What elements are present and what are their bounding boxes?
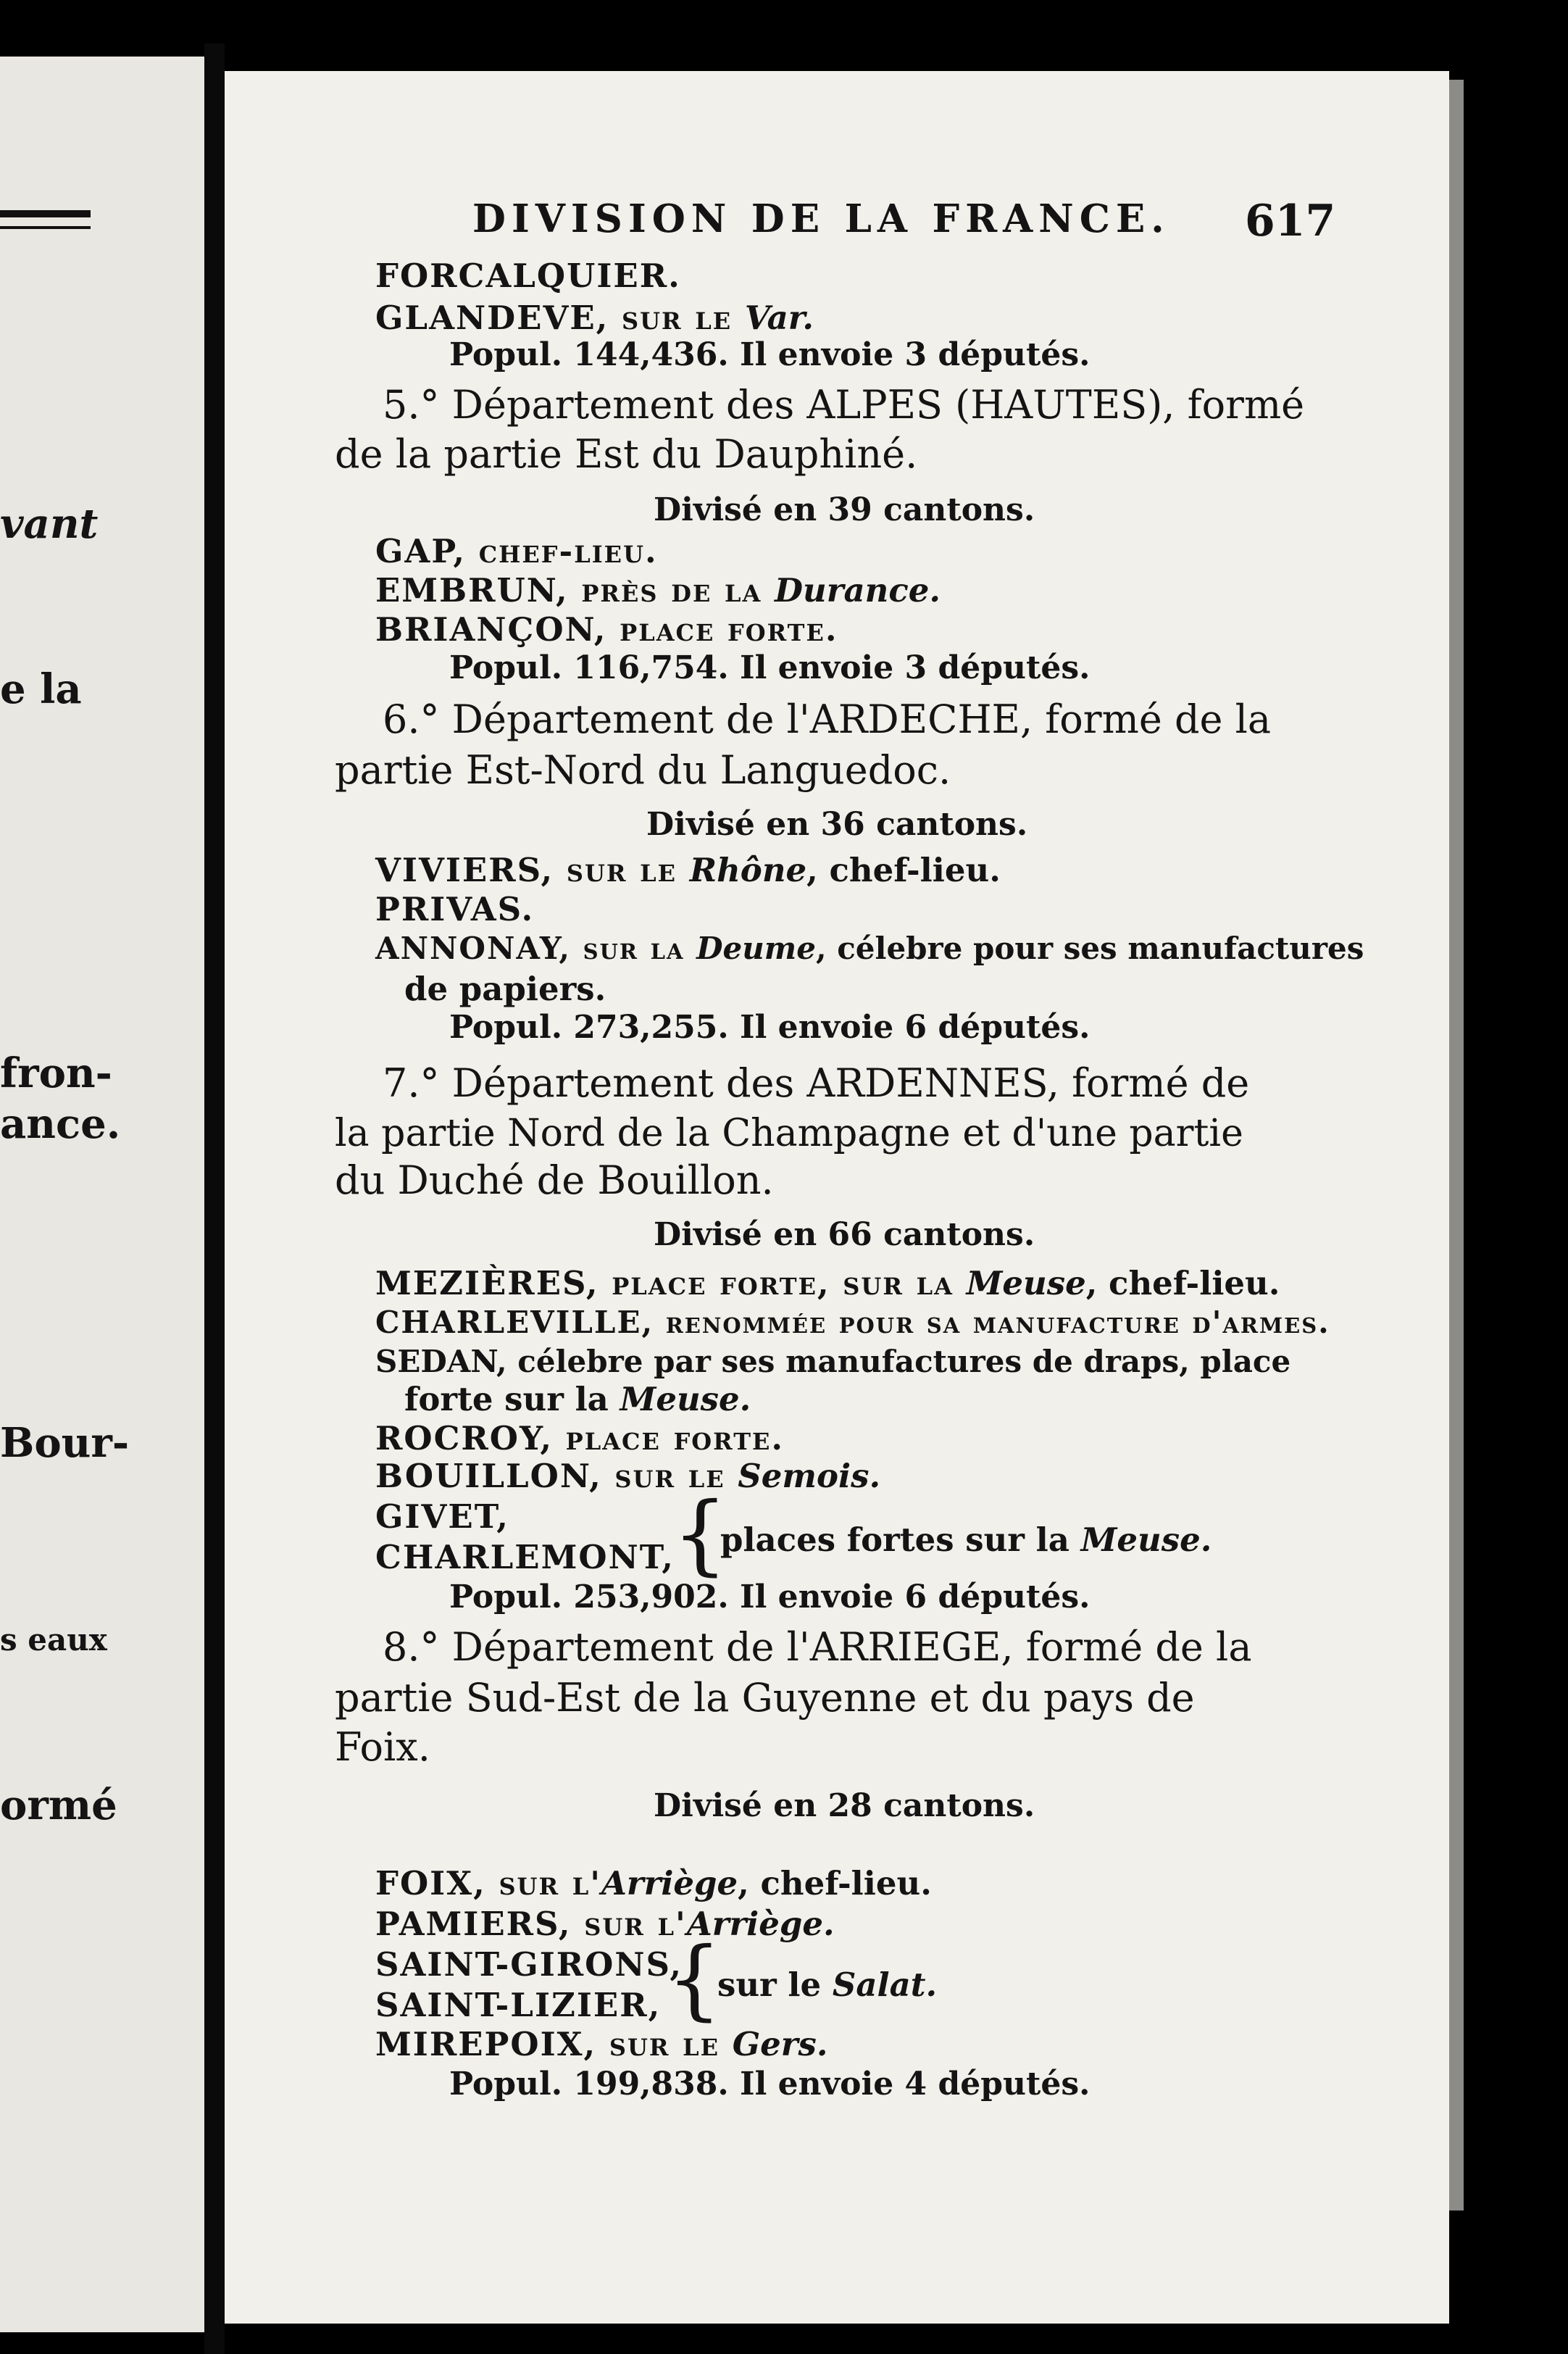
population-line: Popul. 273,255. Il envoie 6 députés. [449, 1009, 1090, 1046]
facing-page-fragment: vant [0, 500, 99, 548]
place-line: CHARLEMONT, [375, 1538, 675, 1576]
department-heading: 6.° Département de l'ARDECHE, formé de la [383, 696, 1272, 742]
canton-count: Divisé en 28 cantons. [654, 1787, 1035, 1824]
page-number: 617 [1245, 196, 1336, 246]
department-heading: 8.° Département de l'ARRIEGE, formé de la [383, 1624, 1252, 1670]
facing-page-fragment: fron- [0, 1049, 112, 1097]
department-heading: Foix. [335, 1724, 430, 1770]
canton-count: Divisé en 36 cantons. [646, 806, 1028, 843]
place-line: ROCROY, place forte. [375, 1419, 785, 1457]
facing-page-fragment: ance. [0, 1100, 121, 1148]
double-rule [0, 210, 91, 217]
canton-count: Divisé en 39 cantons. [654, 491, 1035, 528]
canton-count: Divisé en 66 cantons. [654, 1216, 1035, 1253]
place-line: ANNONAY, sur la Deume, célebre pour ses manufactures [375, 931, 1364, 966]
department-heading: de la partie Est du Dauphiné. [335, 431, 918, 477]
page-617 [225, 71, 1449, 2324]
place-line: PRIVAS. [375, 890, 535, 928]
place-line: GIVET, [375, 1497, 509, 1536]
place-line: places fortes sur la Meuse. [720, 1521, 1212, 1559]
department-heading: du Duché de Bouillon. [335, 1157, 774, 1203]
place-line: VIVIERS, sur le Rhône, chef-lieu. [375, 851, 1001, 889]
place-line: BOUILLON, sur le Semois. [375, 1457, 881, 1495]
place-line: BRIANÇON, place forte. [375, 610, 838, 649]
place-line: SEDAN, célebre par ses manufactures de draps, place [375, 1344, 1291, 1379]
place-line: FOIX, sur l'Arriège, chef-lieu. [375, 1864, 932, 1902]
place-line: sur le Salat. [717, 1966, 938, 2004]
double-rule [0, 226, 91, 229]
facing-page [0, 57, 204, 2332]
department-heading: partie Est-Nord du Languedoc. [335, 747, 951, 793]
department-heading: 5.° Département des ALPES (HAUTES), formé [383, 382, 1305, 428]
brace-glyph: { [672, 1484, 728, 1585]
population-line: Popul. 199,838. Il envoie 4 députés. [449, 2066, 1090, 2103]
place-line: SAINT-LIZIER, [375, 1986, 662, 2024]
population-line: Popul. 144,436. Il envoie 3 députés. [449, 336, 1090, 373]
running-header: DIVISION DE LA FRANCE. [472, 196, 1170, 241]
population-line: Popul. 116,754. Il envoie 3 députés. [449, 649, 1090, 686]
facing-page-fragment: ormé [0, 1781, 117, 1829]
page-edge [1449, 80, 1464, 2210]
place-line: CHARLEVILLE, renommée pour sa manufacture d'armes. [375, 1305, 1330, 1340]
population-line: Popul. 253,902. Il envoie 6 députés. [449, 1579, 1090, 1615]
place-line: de papiers. [404, 970, 606, 1008]
place-line: forte sur la Meuse. [404, 1380, 751, 1418]
book-spine [204, 43, 225, 2354]
facing-page-fragment: e la [0, 665, 82, 713]
department-heading: 7.° Département des ARDENNES, formé de [383, 1060, 1250, 1106]
place-line: MIREPOIX, sur le Gers. [375, 2025, 828, 2063]
department-heading: la partie Nord de la Champagne et d'une partie [335, 1112, 1243, 1155]
facing-page-fragment: Bour- [0, 1419, 130, 1467]
place-line: GLANDEVE, sur le Var. [375, 299, 814, 337]
facing-page-fragment: s eaux [0, 1622, 107, 1658]
place-line: FORCALQUIER. [375, 257, 681, 295]
place-line: PAMIERS, sur l'Arriège. [375, 1905, 835, 1943]
place-line: SAINT-GIRONS, [375, 1945, 683, 1984]
place-line: EMBRUN, près de la Durance. [375, 571, 941, 610]
place-line: MEZIÈRES, place forte, sur la Meuse, chef-lieu. [375, 1264, 1280, 1302]
place-line: GAP, chef-lieu. [375, 532, 658, 570]
brace-glyph: { [667, 1929, 722, 2030]
department-heading: partie Sud-Est de la Guyenne et du pays de [335, 1675, 1195, 1721]
